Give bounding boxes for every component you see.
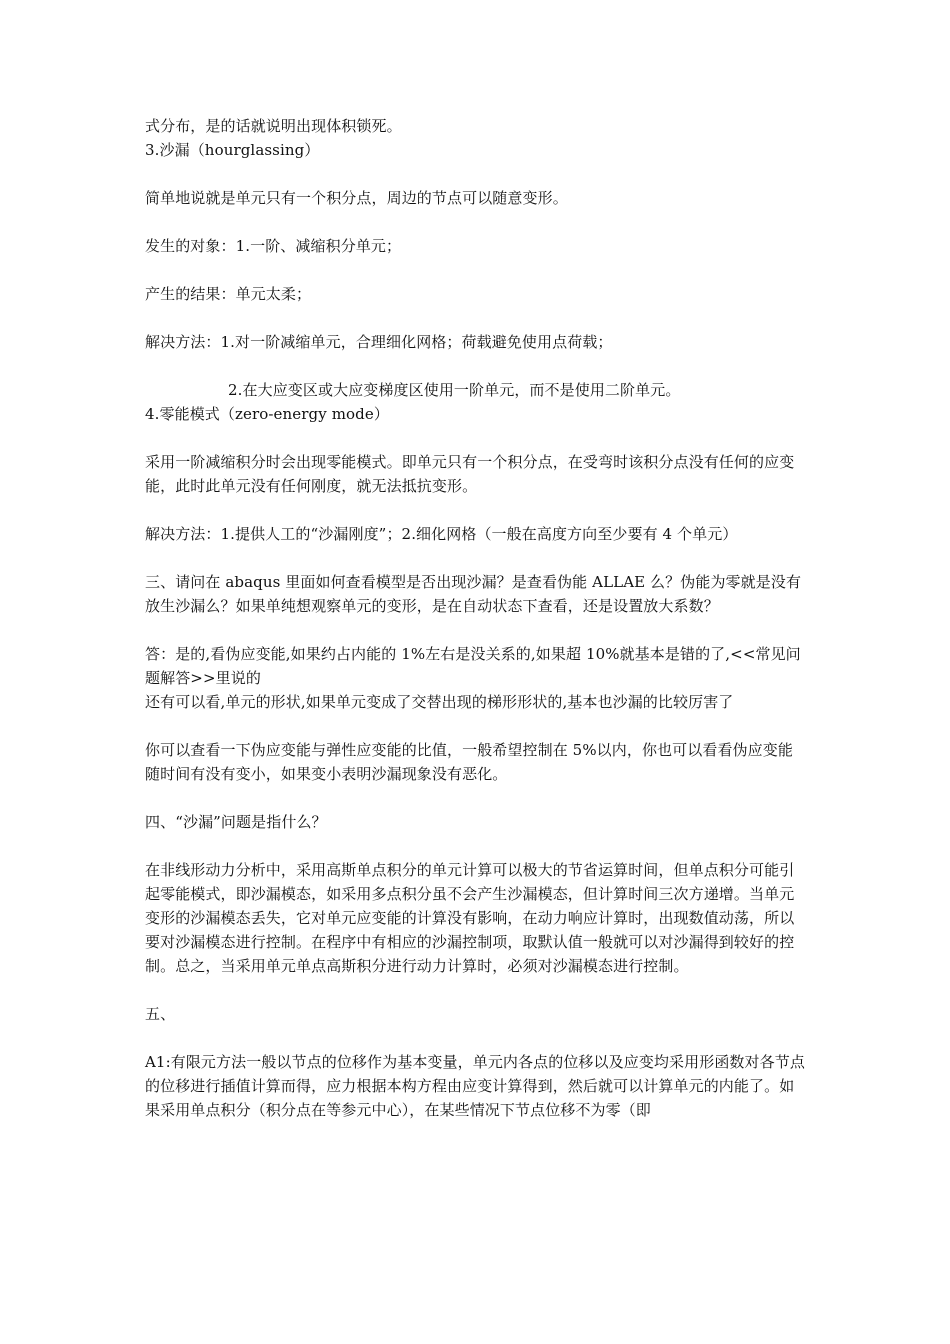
paragraph-hourglassing-definition: 简单地说就是单元只有一个积分点，周边的节点可以随意变形。 xyxy=(145,189,568,207)
heading-section-five: 五、 xyxy=(145,1005,176,1023)
paragraph-energy-ratio: 你可以查看一下伪应变能与弹性应变能的比值，一般希望控制在 5%以内，你也可以看看伪应变能随时间有没有变小，如果变小表明沙漏现象没有恶化。 xyxy=(145,741,793,783)
document-body xyxy=(145,114,805,1122)
paragraph-question-four-answer: 在非线形动力分析中，采用高斯单点积分的单元计算可以极大的节省运算时间，但单点积分可能引起零能模式，即沙漏模态，如采用多点积分虽不会产生沙漏模态，但计算时间三次方递增。当单元变形的沙漏模态丢失，它对单元应变能的计算没有影响，在动力响应计算时，出现数值动荡，所以要对沙漏模态进行控制。在程序中有相应的沙漏控制项，取默认值一般就可以对沙漏得到较好的控制。总之，当采用单元单点高斯积分进行动力计算时，必须对沙漏模态进行控制。 xyxy=(145,861,795,975)
paragraph-question-three: 三、请问在 abaqus 里面如何查看模型是否出现沙漏？是查看伪能 ALLAE 么？伪能为零就是没有放生沙漏么？如果单纯想观察单元的变形，是在自动状态下查看，还是设置放大系数？ xyxy=(145,573,802,615)
heading-hourglassing: 3.沙漏（hourglassing） xyxy=(145,141,320,159)
paragraph-hourglassing-solution-2: 2.在大应变区或大应变梯度区使用一阶单元，而不是使用二阶单元。 xyxy=(228,381,681,399)
paragraph-a1: A1:有限元方法一般以节点的位移作为基本变量，单元内各点的位移以及应变均采用形函数对各节点的位移进行插值计算而得，应力根据本构方程由应变计算得到，然后就可以计算单元的内能了。如果采用单点积分（积分点在等参元中心），在某些情况下节点位移不为零（即 xyxy=(145,1053,805,1119)
paragraph-zero-energy-description: 采用一阶减缩积分时会出现零能模式。即单元只有一个积分点，在受弯时该积分点没有任何的应变能，此时此单元没有任何刚度，就无法抵抗变形。 xyxy=(145,453,795,495)
paragraph-hourglassing-objects: 发生的对象：1.一阶、减缩积分单元； xyxy=(145,237,402,255)
paragraph-answer-three-continued: 还有可以看,单元的形状,如果单元变成了交替出现的梯形形状的,基本也沙漏的比较厉害了 xyxy=(145,693,734,711)
heading-question-four: 四、“沙漏”问题是指什么？ xyxy=(145,813,327,831)
heading-zero-energy-mode: 4.零能模式（zero-energy mode） xyxy=(145,405,389,423)
paragraph-volume-locking-end: 式分布，是的话就说明出现体积锁死。 xyxy=(145,117,402,135)
paragraph-hourglassing-solution-1: 解决方法：1.对一阶减缩单元，合理细化网格；荷载避免使用点荷载； xyxy=(145,333,613,351)
paragraph-hourglassing-result: 产生的结果：单元太柔； xyxy=(145,285,312,303)
paragraph-zero-energy-solution: 解决方法：1.提供人工的“沙漏刚度”；2.细化网格（一般在高度方向至少要有 4 个单元） xyxy=(145,525,738,543)
paragraph-answer-three: 答：是的,看伪应变能,如果约占内能的 1%左右是没关系的,如果超 10%就基本是错的了,<<常见问题解答>>里说的 xyxy=(145,645,801,687)
